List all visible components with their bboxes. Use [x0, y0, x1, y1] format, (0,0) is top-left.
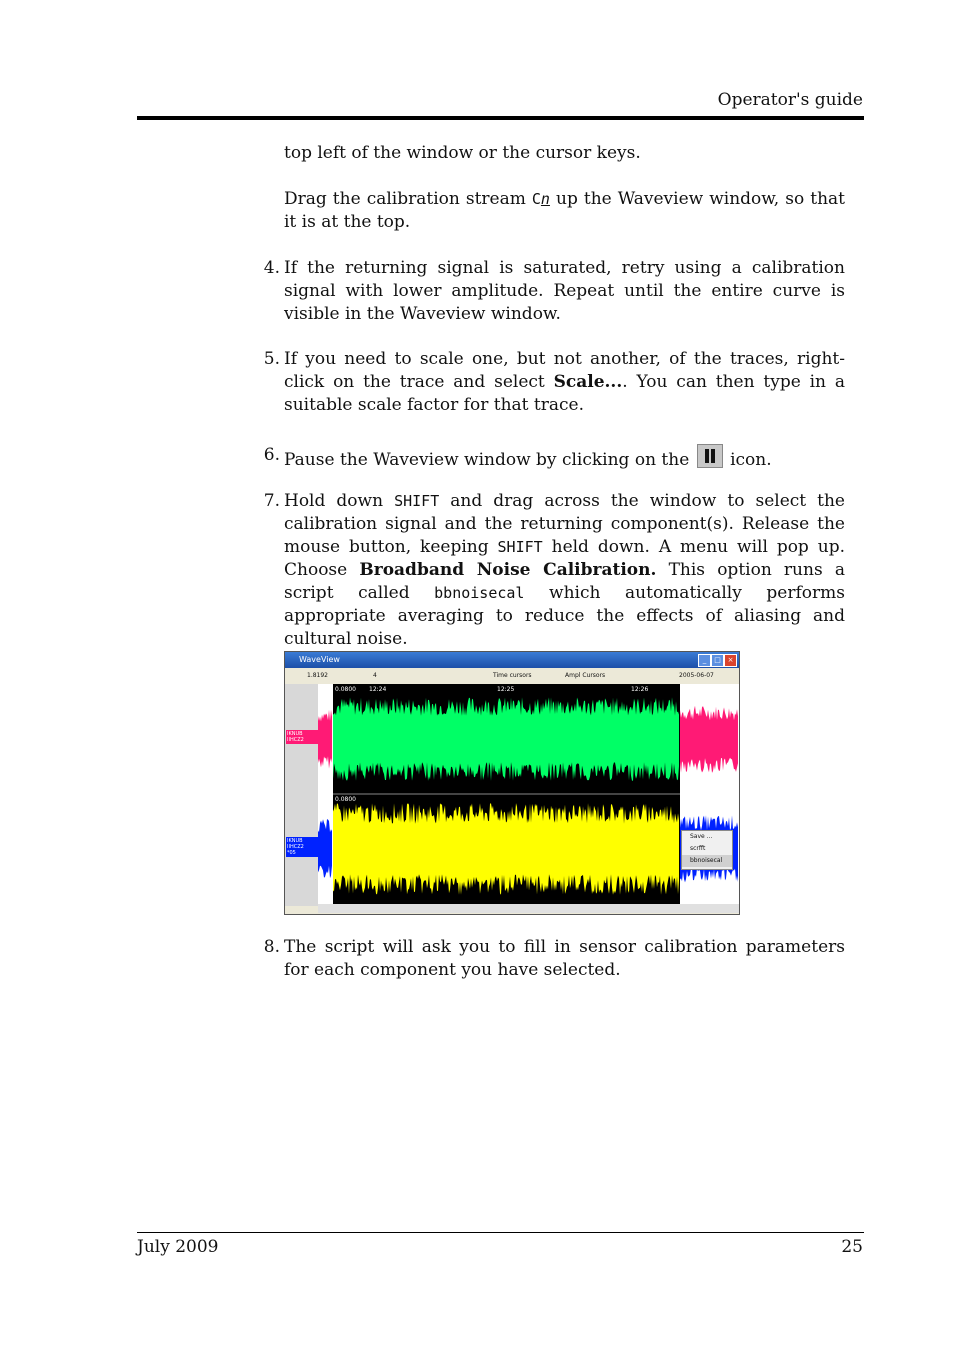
scale-command: Scale... — [553, 372, 623, 392]
code-stream: C — [531, 190, 541, 208]
code-shift: SHIFT — [394, 492, 440, 510]
pause-icon — [697, 444, 723, 468]
code-var: n — [540, 190, 550, 208]
text-run: up the Waveview window, so that it is at the top. — [284, 189, 845, 232]
text-run: and drag across the window to select the calibration signal and the returning component(s). Release the mouse button, keeping — [284, 491, 845, 557]
text-run: If you need to scale one, but not another, of the traces, right-click on the trace and select — [284, 349, 845, 392]
item-8: The script will ask you to fill in sensor calibration parameters for each component you have selected. — [284, 937, 845, 980]
trace-2-scale-label: 0.0800 — [335, 796, 356, 803]
text-run: Pause the Waveview window by clicking on the — [284, 450, 695, 470]
text-run: . You can then type in a suitable scale factor for that trace. — [284, 372, 845, 415]
menu-item-save[interactable]: Save ... — [690, 833, 713, 840]
stream-label-line: IIHCZ2 — [287, 737, 304, 743]
stream-label-line: *05 — [287, 850, 296, 856]
minimize-icon[interactable]: _ — [698, 654, 711, 667]
item-number-6: 6. — [263, 445, 280, 465]
menu-item-bbnoisecal[interactable]: bbnoisecal — [682, 855, 732, 867]
menu-option-name: Broadband Noise Calibration. — [359, 560, 657, 580]
item-7 — [284, 490, 845, 651]
ampl-cursors-label[interactable]: Ampl Cursors — [565, 672, 606, 679]
paragraph-drag-stream — [284, 188, 845, 234]
footer-date: July 2009 — [137, 1237, 219, 1257]
zoom-value: 4 — [373, 672, 377, 679]
item-number-8: 8. — [263, 937, 280, 957]
context-menu — [681, 830, 733, 870]
page-number: 25 — [841, 1237, 863, 1257]
horizontal-scrollbar[interactable] — [318, 904, 739, 913]
header-rule — [137, 116, 864, 120]
stream-label-line: IKNUB — [287, 731, 303, 737]
close-icon[interactable]: × — [724, 654, 737, 667]
running-header: Operator's guide — [717, 90, 863, 110]
waveview-screenshot — [284, 651, 740, 915]
item-4: If the returning signal is saturated, retry using a calibration signal with lower amplitude. Repeat until the entire curve is visible in the Waveview window. — [284, 258, 845, 324]
item-5 — [284, 348, 845, 417]
text-run: held down. A menu will pop up. Choose — [284, 537, 845, 580]
waveview-toolbar — [285, 668, 739, 684]
stream-label-2[interactable] — [286, 837, 319, 857]
text-run: Hold down — [284, 491, 395, 511]
datetime-readout: 2005-06-07 — [679, 672, 714, 679]
item-number-4: 4. — [263, 258, 280, 278]
paragraph-cursor-keys: top left of the window or the cursor keys. — [284, 143, 641, 163]
item-6 — [284, 444, 845, 472]
trace-1-scale-label: 0.0800 — [335, 686, 356, 693]
text-run: Drag the calibration stream — [284, 189, 532, 209]
time-tick: 12:26 — [631, 686, 649, 693]
trace-canvas[interactable] — [318, 684, 739, 904]
time-tick: 12:24 — [369, 686, 387, 693]
waveview-titlebar — [285, 652, 739, 668]
text-run: icon. — [724, 450, 772, 470]
text-run: This option runs a script called — [284, 560, 845, 603]
scale-value: 1.8192 — [307, 672, 328, 679]
code-shift: SHIFT — [497, 538, 543, 556]
time-cursors-label[interactable]: Time cursors — [493, 672, 532, 679]
stream-labels-panel — [285, 684, 319, 906]
stream-label-line: IKNUB — [287, 838, 303, 844]
stream-label-line: IIHCZ2 — [287, 844, 304, 850]
stream-label-1[interactable] — [286, 730, 319, 744]
item-number-7: 7. — [263, 491, 280, 511]
text-run: which automatically performs appropriate averaging to reduce the effects of aliasing and cultural noise. — [284, 583, 845, 649]
menu-item-scrfft[interactable]: scrfft — [690, 845, 706, 852]
maximize-icon[interactable]: □ — [711, 654, 724, 667]
code-script: bbnoisecal — [434, 584, 525, 602]
footer-rule — [137, 1232, 864, 1233]
window-title: WaveView — [299, 655, 340, 664]
item-number-5: 5. — [263, 349, 280, 369]
time-tick: 12:25 — [497, 686, 515, 693]
